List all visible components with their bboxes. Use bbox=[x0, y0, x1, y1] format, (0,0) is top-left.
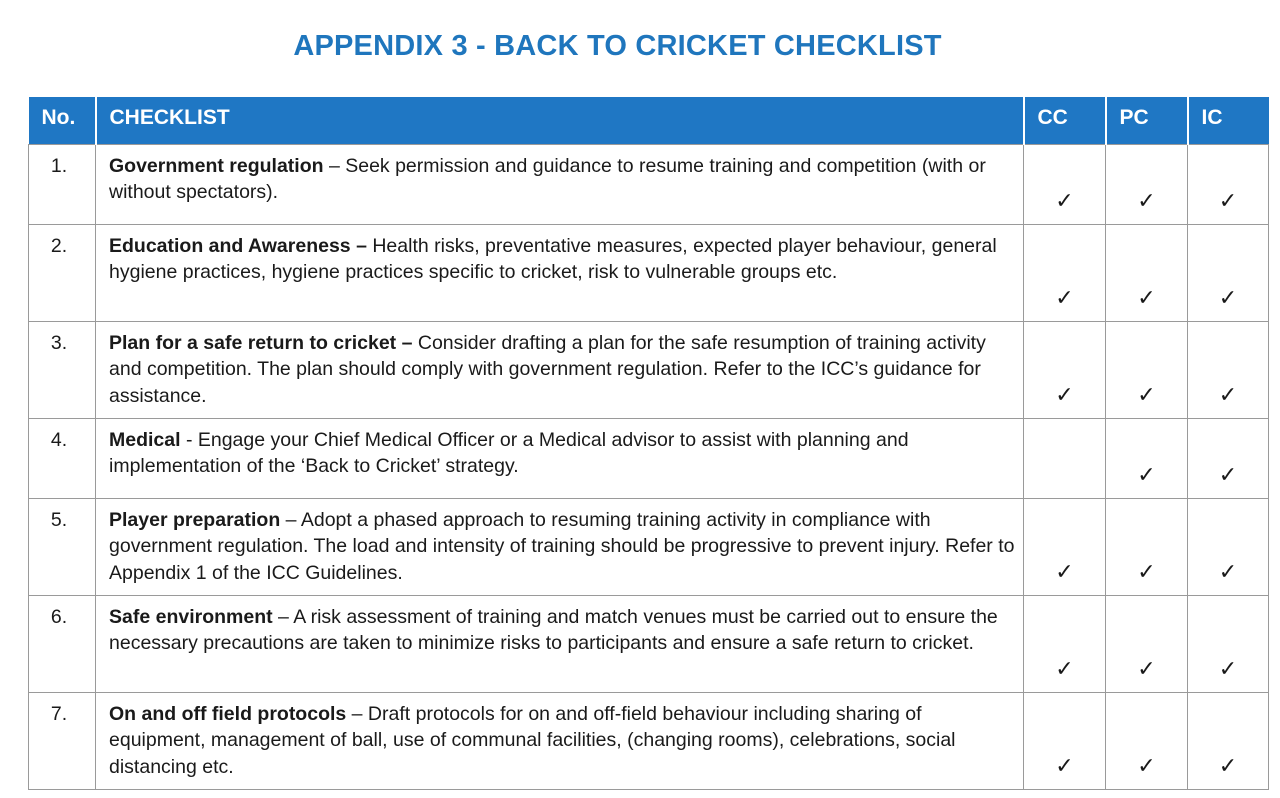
row-text: – A risk assessment of training and match venues must be carried out to ensure the necessary precautions are taken to minimize risks to participants and ensure a safe return to cricket. bbox=[109, 605, 998, 654]
row-title: Player preparation bbox=[109, 508, 281, 531]
check-icon-cc: ✓ bbox=[1024, 498, 1106, 595]
header-ic: IC bbox=[1188, 97, 1269, 144]
check-icon-ic: ✓ bbox=[1188, 692, 1269, 789]
row-text: Health risks, preventative measures, expected player behaviour, general hygiene practices, hygiene practices specific to cricket, risk to vulnerable groups etc. bbox=[109, 234, 997, 283]
check-icon-cc bbox=[1024, 418, 1106, 498]
check-icon-ic: ✓ bbox=[1188, 595, 1269, 692]
row-text: - Engage your Chief Medical Officer or a Medical advisor to assist with planning and implementation of the ‘Back to Cricket’ strategy. bbox=[109, 428, 909, 477]
page-title: APPENDIX 3 - BACK TO CRICKET CHECKLIST bbox=[293, 30, 942, 62]
check-icon-pc: ✓ bbox=[1106, 224, 1188, 321]
row-number: 3. bbox=[29, 321, 96, 418]
row-text: Consider drafting a plan for the safe resumption of training activity and competition. The plan should comply with government regulation. Refer to the ICC’s guidance for assistance. bbox=[109, 331, 986, 407]
header-checklist: CHECKLIST bbox=[96, 97, 1024, 144]
row-description bbox=[96, 321, 1024, 418]
row-number: 2. bbox=[29, 224, 96, 321]
check-icon-pc: ✓ bbox=[1106, 692, 1188, 789]
row-description bbox=[96, 595, 1024, 692]
check-icon-pc: ✓ bbox=[1106, 144, 1188, 224]
row-text: – Seek permission and guidance to resume training and competition (with or without spectators). bbox=[109, 154, 986, 203]
row-number: 5. bbox=[29, 498, 96, 595]
row-number: 4. bbox=[29, 418, 96, 498]
row-title: Government regulation bbox=[109, 154, 324, 177]
check-icon-cc: ✓ bbox=[1024, 224, 1106, 321]
check-icon-cc: ✓ bbox=[1024, 692, 1106, 789]
row-title: Plan for a safe return to cricket – bbox=[109, 331, 413, 354]
check-icon-ic: ✓ bbox=[1188, 321, 1269, 418]
row-text: – Draft protocols for on and off-field behaviour including sharing of equipment, management of ball, use of communal facilities, (changing rooms), celebrations, social distancing etc. bbox=[109, 702, 956, 778]
check-icon-pc: ✓ bbox=[1106, 418, 1188, 498]
check-icon-ic: ✓ bbox=[1188, 418, 1269, 498]
table-row bbox=[29, 595, 1269, 692]
check-icon-ic: ✓ bbox=[1188, 144, 1269, 224]
check-icon-cc: ✓ bbox=[1024, 595, 1106, 692]
row-text: – Adopt a phased approach to resuming training activity in compliance with government regulation. The load and intensity of training should be progressive to prevent injury. Refer to Appendix 1 of the ICC Guidelines. bbox=[109, 508, 1015, 584]
check-icon-pc: ✓ bbox=[1106, 595, 1188, 692]
row-number: 6. bbox=[29, 595, 96, 692]
check-icon-cc: ✓ bbox=[1024, 321, 1106, 418]
check-icon-ic: ✓ bbox=[1188, 224, 1269, 321]
check-icon-ic: ✓ bbox=[1188, 498, 1269, 595]
check-icon-cc: ✓ bbox=[1024, 144, 1106, 224]
header-no: No. bbox=[29, 97, 96, 144]
header-pc: PC bbox=[1106, 97, 1188, 144]
row-description bbox=[96, 498, 1024, 595]
header-cc: CC bbox=[1024, 97, 1106, 144]
row-title: Education and Awareness – bbox=[109, 234, 367, 257]
check-icon-pc: ✓ bbox=[1106, 498, 1188, 595]
row-description bbox=[96, 692, 1024, 789]
table-row bbox=[29, 498, 1269, 595]
table-row bbox=[29, 418, 1269, 498]
table-row bbox=[29, 224, 1269, 321]
row-description bbox=[96, 144, 1024, 224]
table-row bbox=[29, 321, 1269, 418]
table-header-row bbox=[29, 97, 1269, 144]
row-description bbox=[96, 224, 1024, 321]
row-description bbox=[96, 418, 1024, 498]
check-icon-pc: ✓ bbox=[1106, 321, 1188, 418]
row-title: Safe environment bbox=[109, 605, 273, 628]
table-row bbox=[29, 144, 1269, 224]
row-title: Medical bbox=[109, 428, 181, 451]
table-row bbox=[29, 692, 1269, 789]
row-number: 7. bbox=[29, 692, 96, 789]
checklist-table bbox=[28, 97, 1269, 790]
row-title: On and off field protocols bbox=[109, 702, 347, 725]
row-number: 1. bbox=[29, 144, 96, 224]
